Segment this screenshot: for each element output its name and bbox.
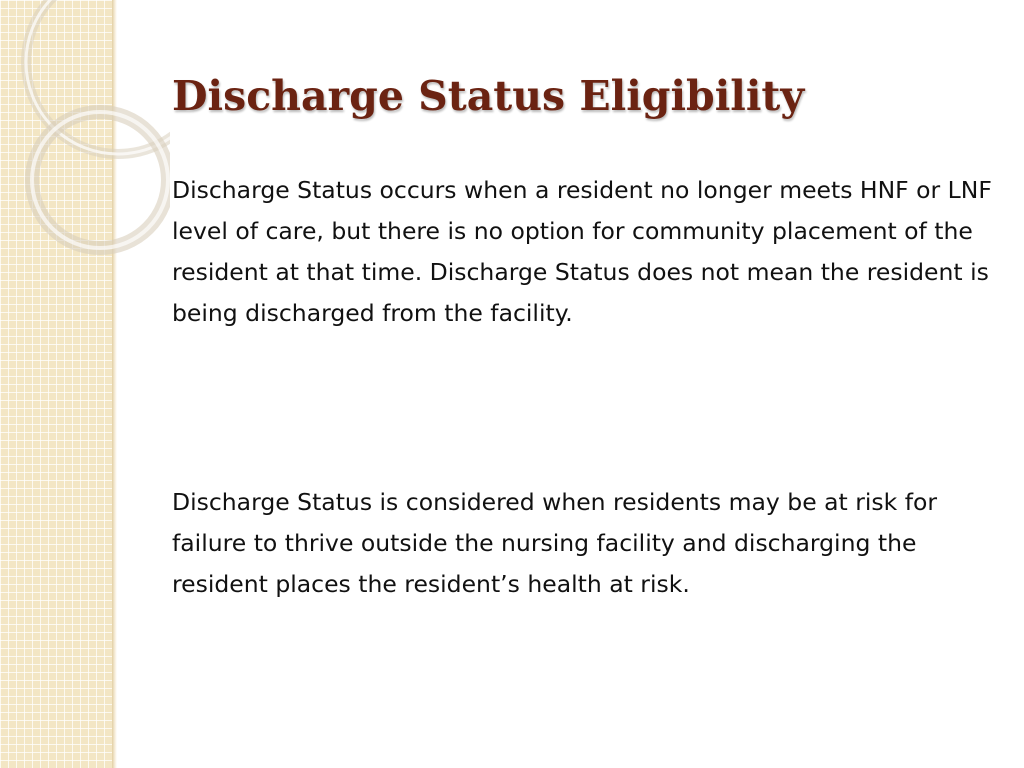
body-paragraph-2: Discharge Status is considered when residents may be at risk for failure to thrive outside the nursing facility and discharging the resident places the resident’s health at risk.	[172, 488, 938, 598]
body-paragraph-1: Discharge Status occurs when a resident no longer meets HNF or LNF level of care, but there is no option for community placement of the resident at that time. Discharge Status does not mean the resident is being discharged from the facility.	[172, 176, 992, 327]
decorative-rings	[0, 0, 170, 260]
lower-ring-highlight	[32, 112, 168, 248]
slide-title: Discharge Status Eligibility	[172, 72, 805, 120]
